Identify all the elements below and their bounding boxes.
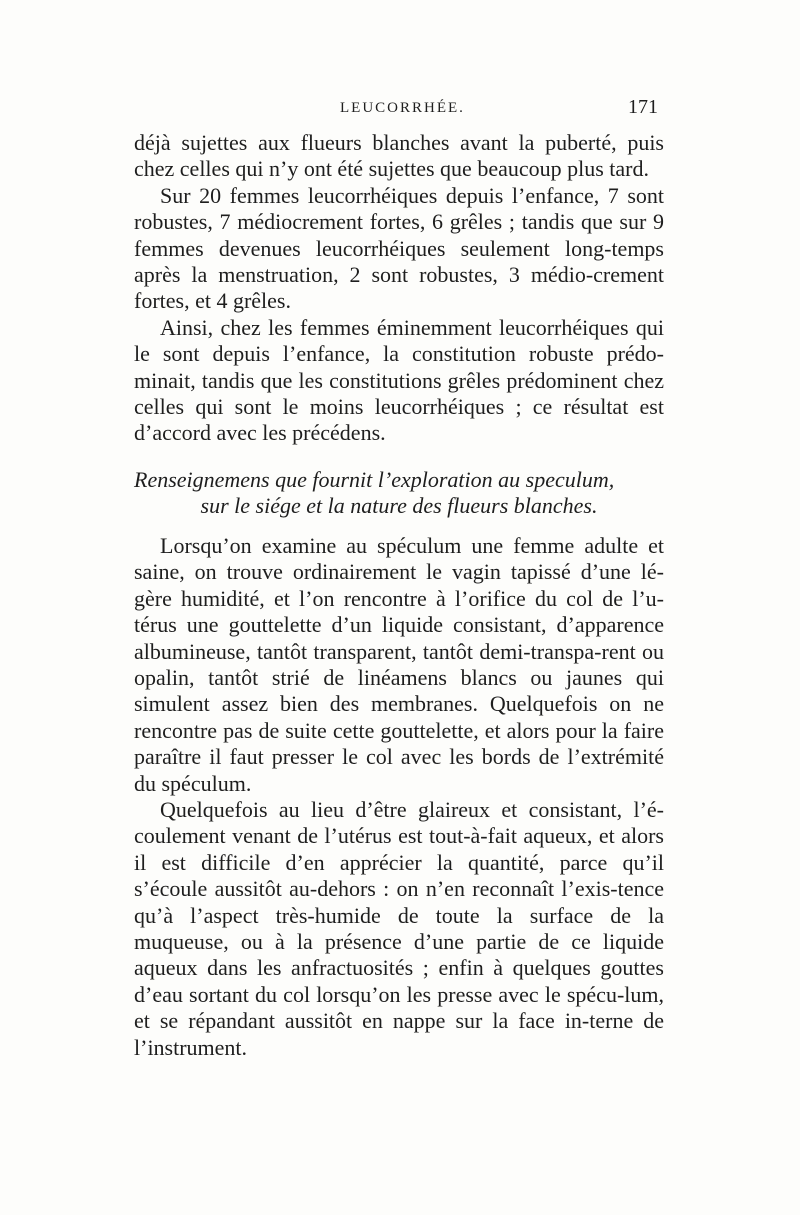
body-text [134, 130, 664, 1061]
section-heading [134, 467, 664, 519]
running-title: LEUCORRHÉE. [340, 100, 465, 116]
paragraph-continuation: déjà sujettes aux flueurs blanches avant la puberté, puis chez celles qui n’y ont été sujettes que beaucoup plus tard. [134, 130, 664, 182]
paragraph-statistics: Sur 20 femmes leucorrhéiques depuis l’enfance, 7 sont robustes, 7 médiocrement fortes, 6 grêles ; tandis que sur 9 femmes devenues leucorrhéiques seulement long-temps après la menstruation, 2 sont robustes, 3 médio-crement fortes, et 4 grêles. [134, 182, 664, 314]
paragraph-aqueous-discharge: Quelquefois au lieu d’être glaireux et consistant, l’é-coulement venant de l’utérus est tout-à-fait aqueux, et alors il est difficile d’en apprécier la quantité, parce qu’il s’écoule aussitôt au-dehors : on n’en reconnaît l’exis-tence qu’à l’aspect très-humide de toute la surface de la muqueuse, ou à la présence d’une partie de ce liquide aqueux dans les anfractuosités ; enfin à quelques gouttes d’eau sortant du col lorsqu’on les presse avec le spécu-lum, et se répandant aussitôt en nappe sur la face in-terne de l’instrument. [134, 796, 664, 1060]
section-heading-line-1: Renseignemens que fournit l’exploration au speculum, [134, 466, 615, 492]
section-heading-line-2: sur le siége et la nature des flueurs blanches. [200, 492, 598, 518]
paragraph-speculum-exam: Lorsqu’on examine au spéculum une femme adulte et saine, on trouve ordinairement le vagin tapissé d’une lé-gère humidité, et l’on rencontre à l’orifice du col de l’u-térus une gouttelette d’un liquide consistant, d’apparence albumineuse, tantôt transparent, tantôt demi-transpa-rent ou opalin, tantôt strié de linéamens blancs ou jaunes qui simulent assez bien des membranes. Quelquefois on ne rencontre pas de suite cette gouttelette, et alors pour la faire paraître il faut presser le col avec les bords de l’extrémité du spéculum. [134, 532, 664, 796]
page-number: 171 [628, 96, 658, 118]
paragraph-conclusion: Ainsi, chez les femmes éminemment leucorrhéiques qui le sont depuis l’enfance, la constitution robuste prédo-minait, tandis que les constitutions grêles prédominent chez celles qui sont le moins leucorrhéiques ; ce résultat est d’accord avec les précédens. [134, 314, 664, 446]
